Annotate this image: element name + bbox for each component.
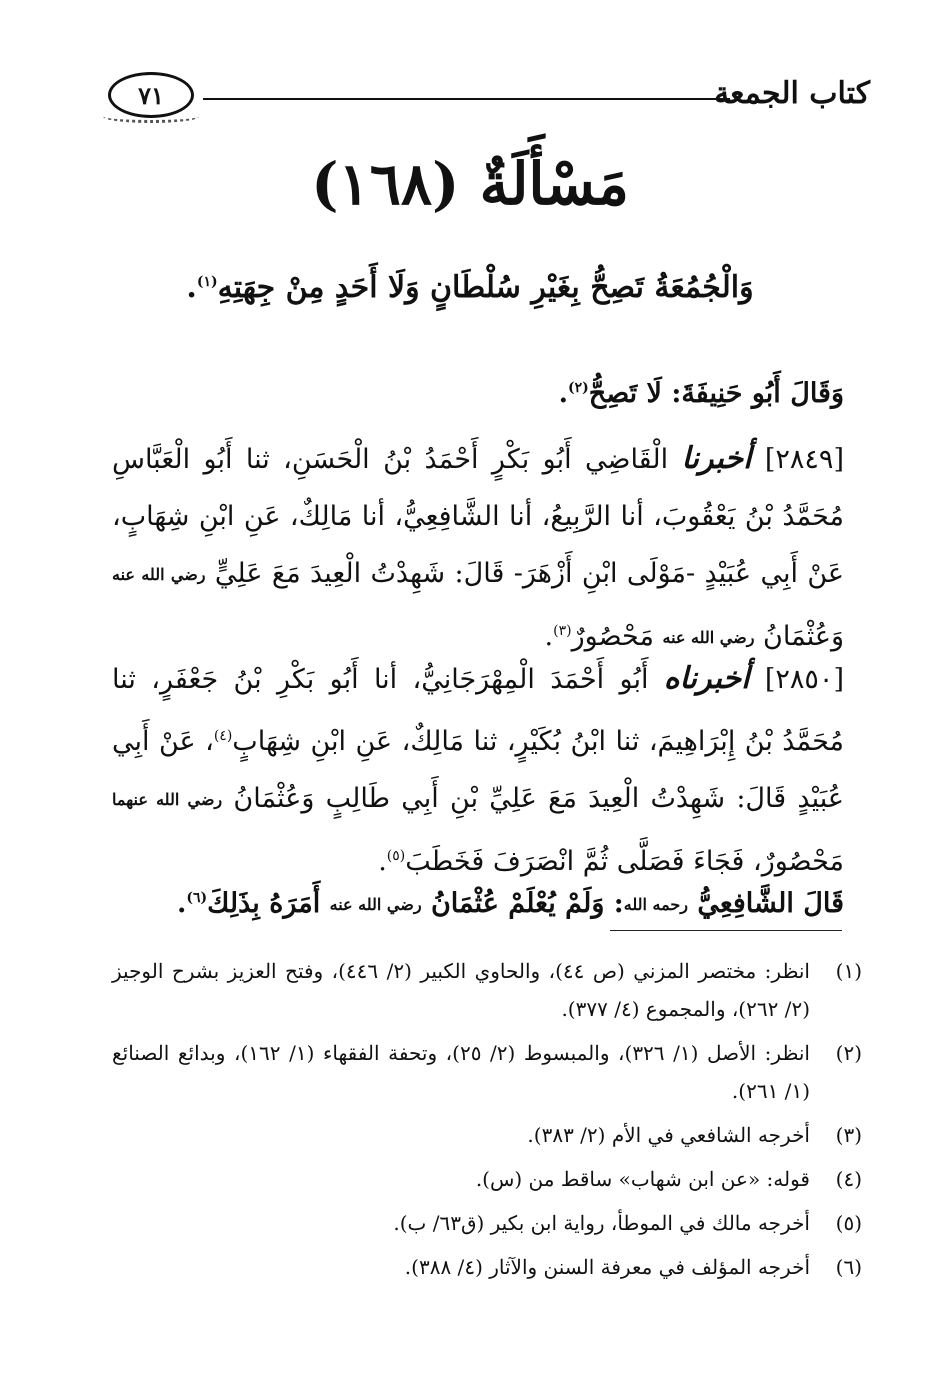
footnote-text: أخرجه الشافعي في الأم (٢/ ٣٨٣). [527, 1123, 810, 1147]
footnote-number: (٦) [835, 1255, 862, 1279]
issue-statement [120, 270, 820, 305]
hadith-text: مَحْصُورٌ [571, 621, 654, 652]
footnote-separator [610, 930, 842, 931]
footnote-item [112, 1116, 862, 1154]
running-title: كتاب الجمعة [714, 76, 870, 111]
footnote-ref: (٣) [553, 623, 572, 639]
hadith-end: . [544, 621, 554, 652]
shafii-text: قَالَ الشَّافِعِيُّ [697, 888, 844, 919]
footnote-item [112, 952, 862, 1028]
akhbarana-word: أخبرنا [681, 441, 752, 476]
hadith-end: . [378, 846, 387, 877]
honorific-glyph: رضي الله عنه [662, 628, 755, 647]
issue-statement-text: وَالْجُمُعَةُ تَصِحُّ بِغَيْرِ سُلْطَانٍ وَلَا أَحَدٍ مِنْ جِهَتِهِ [217, 270, 754, 305]
footnote-number: (١) [835, 959, 862, 983]
hadith-text: وَعُثْمَانُ [763, 621, 844, 652]
hadith-text: ، عَنْ أَبِي عُبَيْدٍ قَالَ: شَهِدْتُ الْعِيدَ مَعَ عَلِيِّ بْنِ أَبِي طَالِبٍ وَعُثْمَانُ [112, 726, 844, 814]
shafii-text: أَمَرَهُ بِذَلِكَ [207, 888, 321, 919]
footnote-text: انظر: الأصل (١/ ٣٢٦)، والمبسوط (٢/ ٢٥)، وتحفة الفقهاء (١/ ١٦٢)، وبدائع الصنائع (١/ ٢٦١). [112, 1041, 810, 1103]
footnote-number: (٣) [835, 1123, 862, 1147]
hadith-number: [٢٨٥٠] [764, 664, 844, 695]
footnote-number: (٥) [835, 1211, 862, 1235]
page-number: ٧١ [108, 72, 194, 118]
footnote-item [112, 1204, 862, 1242]
shafii-end: . [176, 888, 187, 919]
honorific-glyph: رضي الله عنه [112, 565, 206, 584]
shafii-text: : وَلَمْ يُعْلَمْ عُثْمَانُ [430, 888, 624, 919]
footnote-ref: (٦) [186, 890, 208, 906]
footnotes [112, 952, 862, 1292]
shafii-note [112, 870, 844, 933]
hadith-text: أَبُو أَحْمَدَ الْمِهْرَجَانِيُّ، أنا أَبُو بَكْرِ بْنُ جَعْفَرٍ، ثنا مُحَمَّدُ بْنُ إِبْرَاهِيمَ، ثنا ابْنُ بُكَيْرٍ، ثنا مَالِكٌ، عَنِ ابْنِ شِهَابٍ [112, 664, 844, 757]
hadith-number: [٢٨٤٩] [764, 444, 844, 475]
footnote-text: أخرجه المؤلف في معرفة السنن والآثار (٤/ ٣٨٨). [404, 1255, 810, 1279]
header-rule [203, 98, 730, 100]
footnote-number: (٢) [835, 1041, 862, 1065]
footnote-ref: (٥) [386, 848, 406, 864]
honorific-glyph: رضي الله عنهما [112, 790, 223, 809]
abu-hanifa-paragraph [112, 360, 844, 422]
abu-hanifa-end: . [558, 378, 569, 409]
hadith-text: مَحْصُورٌ، فَجَاءَ فَصَلَّى ثُمَّ انْصَرَفَ فَخَطَبَ [405, 846, 844, 877]
akhbarana-word: أخبرناه [663, 661, 750, 696]
footnote-text: قوله: «عن ابن شهاب» ساقط من (س). [475, 1167, 810, 1191]
footnote-ref: (٢) [568, 380, 589, 396]
footnote-number: (٤) [835, 1167, 862, 1191]
footnote-text: أخرجه مالك في الموطأ، رواية ابن بكير (ق٦٣/ ب). [393, 1211, 810, 1235]
hadith-2850 [112, 650, 844, 890]
hadith-2849 [112, 430, 844, 666]
footnote-item [112, 1034, 862, 1110]
hadith-text: الْقَاضِي أَبُو بَكْرٍ أَحْمَدُ بْنُ الْحَسَنِ، ثنا أَبُو الْعَبَّاسِ مُحَمَّدُ بْنُ يَعْقُوبَ، أنا الرَّبِيعُ، أنا الشَّافِعِيُّ، أنا مَالِكٌ، عَنِ ابْنِ شِهَابٍ، عَنْ أَبِي عُبَيْدٍ -مَوْلَى ابْنِ أَزْهَرَ- قَالَ: شَهِدْتُ الْعِيدَ مَعَ عَلِيٍّ [112, 444, 844, 589]
honorific-glyph: رحمه الله [623, 895, 688, 914]
issue-statement-end: . [186, 270, 197, 305]
abu-hanifa-text: وَقَالَ أَبُو حَنِيفَةَ: لَا تَصِحُّ [588, 378, 844, 409]
footnote-ref: (٤) [213, 728, 233, 744]
honorific-glyph: رضي الله عنه [329, 895, 422, 914]
footnote-item [112, 1248, 862, 1286]
footnote-text: انظر: مختصر المزني (ص ٤٤)، والحاوي الكبير (٢/ ٤٤٦)، وفتح العزيز بشرح الوجيز (٢/ ٢٦٢)، والمجموع (٤/ ٣٧٧). [112, 959, 810, 1021]
page-header [108, 68, 870, 128]
footnote-ref: (١) [196, 274, 218, 290]
footnote-item [112, 1160, 862, 1198]
chapter-heading: مَسْأَلَةٌ (١٦٨) [311, 150, 629, 218]
